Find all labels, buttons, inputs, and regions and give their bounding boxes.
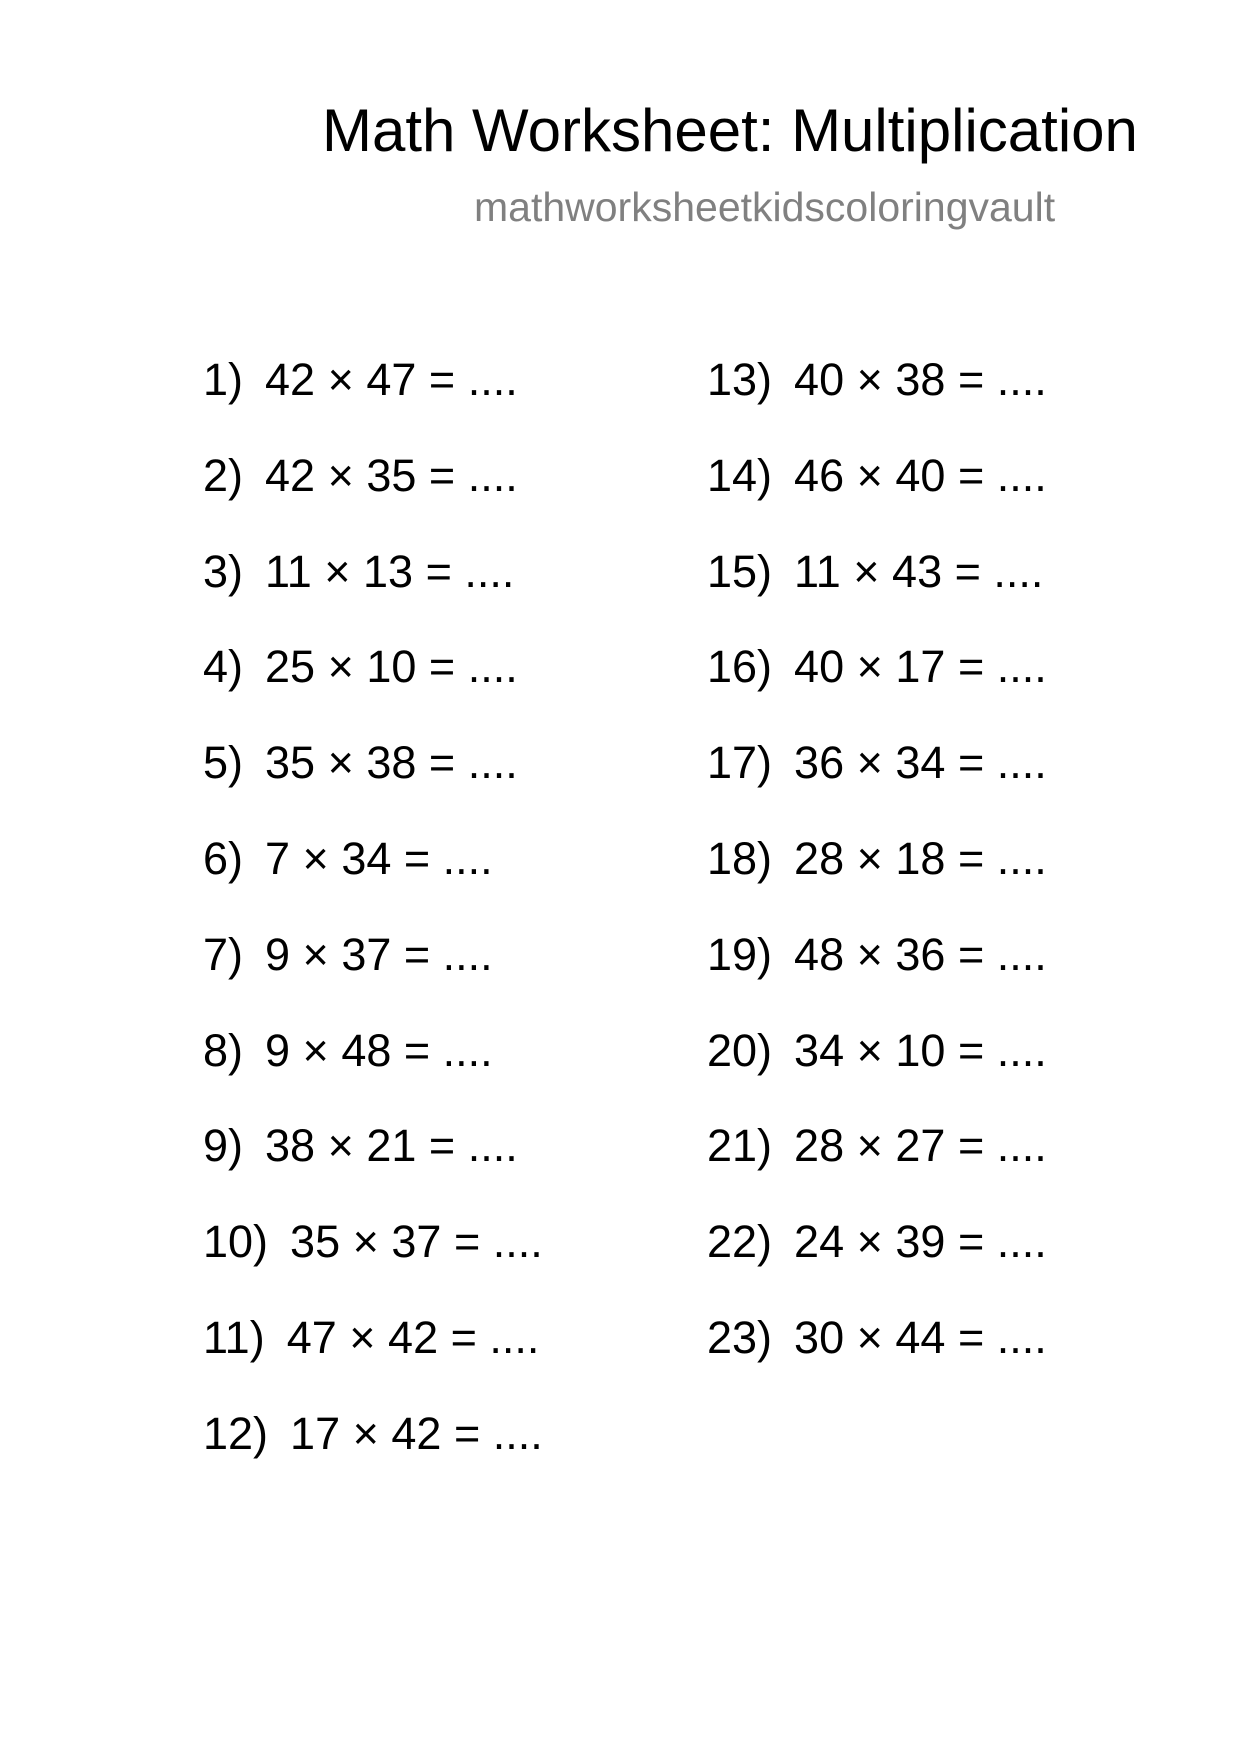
problem-number: 19) bbox=[707, 928, 773, 980]
problem-expression: 36 × 34 = .... bbox=[794, 737, 1047, 789]
problem-number: 18) bbox=[707, 832, 773, 884]
problem-item bbox=[203, 831, 543, 927]
problem-item bbox=[707, 927, 1047, 1023]
problem-expression: 11 × 43 = .... bbox=[794, 545, 1044, 597]
problem-expression: 46 × 40 = .... bbox=[794, 449, 1047, 501]
problem-item bbox=[707, 1118, 1047, 1214]
problem-expression: 38 × 21 = .... bbox=[265, 1120, 518, 1172]
problem-expression: 47 × 42 = .... bbox=[286, 1311, 540, 1363]
problem-number: 3) bbox=[203, 545, 244, 597]
problem-item bbox=[203, 1214, 543, 1310]
problem-number: 20) bbox=[707, 1024, 773, 1076]
problem-item bbox=[707, 352, 1047, 448]
problem-number: 7) bbox=[203, 928, 244, 980]
problem-expression: 40 × 38 = .... bbox=[794, 354, 1047, 405]
problem-expression: 40 × 17 = .... bbox=[794, 641, 1047, 693]
problem-expression: 35 × 37 = .... bbox=[290, 1216, 543, 1268]
problem-number: 8) bbox=[203, 1024, 244, 1076]
problem-item bbox=[203, 639, 543, 735]
problem-expression: 42 × 35 = .... bbox=[265, 449, 518, 501]
problem-item bbox=[707, 1310, 1047, 1406]
problem-number: 10) bbox=[203, 1216, 269, 1268]
problem-number: 15) bbox=[707, 545, 773, 597]
problem-number: 16) bbox=[707, 641, 773, 693]
worksheet-subtitle: mathworksheetkidscoloringvault bbox=[474, 184, 1056, 230]
problem-item bbox=[707, 1214, 1047, 1310]
problem-item bbox=[707, 1023, 1047, 1119]
problem-expression: 48 × 36 = .... bbox=[794, 928, 1047, 980]
problem-number: 23) bbox=[707, 1311, 773, 1363]
problem-item bbox=[203, 544, 543, 640]
problem-number: 5) bbox=[203, 737, 244, 789]
problem-expression: 35 × 38 = .... bbox=[265, 737, 518, 789]
problem-number: 13) bbox=[707, 354, 773, 405]
problem-item bbox=[707, 639, 1047, 735]
problem-item bbox=[203, 1310, 543, 1406]
problem-number: 2) bbox=[203, 449, 244, 501]
problem-number: 14) bbox=[707, 449, 773, 501]
problem-item bbox=[203, 735, 543, 831]
problem-number: 1) bbox=[203, 354, 244, 405]
problem-expression: 11 × 13 = .... bbox=[265, 545, 515, 597]
problem-item bbox=[203, 352, 543, 448]
problem-expression: 28 × 27 = .... bbox=[794, 1120, 1047, 1172]
problem-expression: 25 × 10 = .... bbox=[265, 641, 518, 693]
problem-number: 9) bbox=[203, 1120, 244, 1172]
problem-expression: 9 × 37 = .... bbox=[265, 928, 493, 980]
problem-item bbox=[203, 1118, 543, 1214]
problem-expression: 28 × 18 = .... bbox=[794, 832, 1047, 884]
problem-item bbox=[203, 1023, 543, 1119]
problem-number: 12) bbox=[203, 1407, 269, 1459]
problem-expression: 24 × 39 = .... bbox=[794, 1216, 1047, 1268]
problems-right-column bbox=[707, 352, 1047, 1406]
problem-item bbox=[707, 831, 1047, 927]
problem-expression: 34 × 10 = .... bbox=[794, 1024, 1047, 1076]
problem-number: 17) bbox=[707, 737, 773, 789]
problem-number: 4) bbox=[203, 641, 244, 693]
problem-item bbox=[707, 735, 1047, 831]
problem-number: 6) bbox=[203, 832, 244, 884]
problem-number: 21) bbox=[707, 1120, 773, 1172]
problem-item bbox=[707, 448, 1047, 544]
problems-left-column bbox=[203, 352, 543, 1502]
problem-expression: 9 × 48 = .... bbox=[265, 1024, 493, 1076]
problem-item bbox=[203, 1406, 543, 1502]
problem-expression: 7 × 34 = .... bbox=[265, 832, 493, 884]
problem-number: 22) bbox=[707, 1216, 773, 1268]
problem-expression: 30 × 44 = .... bbox=[794, 1311, 1047, 1363]
problem-expression: 42 × 47 = .... bbox=[265, 354, 518, 405]
problem-item bbox=[203, 927, 543, 1023]
worksheet-title: Math Worksheet: Multiplication bbox=[322, 97, 1138, 164]
problem-expression: 17 × 42 = .... bbox=[290, 1407, 543, 1459]
problem-item bbox=[707, 544, 1047, 640]
problem-number: 11) bbox=[203, 1311, 265, 1363]
problem-item bbox=[203, 448, 543, 544]
